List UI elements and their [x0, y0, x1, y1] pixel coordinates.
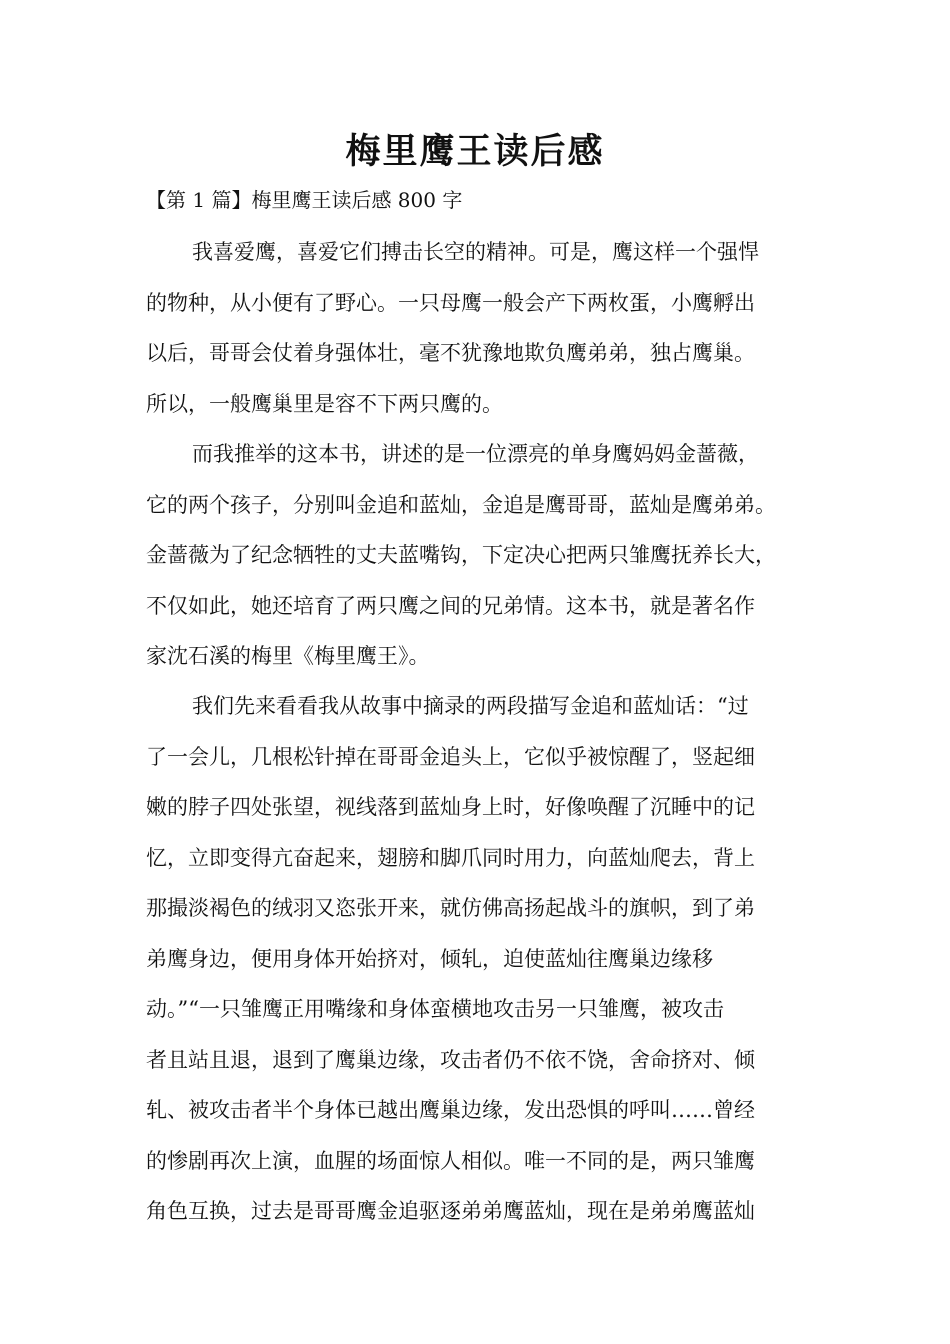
paragraph-line: 忆，立即变得亢奋起来，翅膀和脚爪同时用力，向蓝灿爬去，背上: [146, 845, 755, 870]
paragraph-line: 的物种，从小便有了野心。一只母鹰一般会产下两枚蛋，小鹰孵出: [146, 290, 755, 315]
paragraph-3: [146, 681, 826, 1237]
paragraph-line: 家沈石溪的梅里《梅里鹰王》。: [146, 644, 430, 668]
paragraph-line: 动。”“一只雏鹰正用嘴缘和身体蛮横地攻击另一只雏鹰，被攻击: [146, 997, 724, 1021]
paragraph-line: 而我推举的这本书，讲述的是一位漂亮的单身鹰妈妈金蔷薇，: [192, 442, 759, 466]
paragraph-line: 所以，一般鹰巢里是容不下两只鹰的。: [146, 391, 503, 416]
page-title: 梅里鹰王读后感: [345, 132, 605, 172]
paragraph-line: 弟鹰身边，便用身体开始挤对，倾轧，迫使蓝灿往鹰巢边缘移: [146, 946, 713, 971]
paragraph-line: 角色互换，过去是哥哥鹰金追驱逐弟弟鹰蓝灿，现在是弟弟鹰蓝灿: [146, 1199, 755, 1223]
section-heading: 【第 1 篇】梅里鹰王读后感 800 字: [146, 188, 463, 212]
paragraph-line: 我们先来看看我从故事中摘录的两段描写金追和蓝灿话：“过: [192, 694, 749, 718]
paragraph-1: [146, 227, 826, 429]
paragraph-line: 那撮淡褐色的绒羽又恣张开来，就仿佛高扬起战斗的旗帜，到了弟: [146, 896, 755, 920]
paragraph-line: 嫩的脖子四处张望，视线落到蓝灿身上时，好像唤醒了沉睡中的记: [146, 795, 755, 819]
paragraph-line: 它的两个孩子，分别叫金追和蓝灿，金追是鹰哥哥，蓝灿是鹰弟弟。: [146, 492, 776, 517]
paragraph-line: 不仅如此，她还培育了两只鹰之间的兄弟情。这本书，就是著名作: [146, 593, 755, 618]
paragraph-2: [146, 429, 826, 682]
paragraph-line: 金蔷薇为了纪念牺牲的丈夫蓝嘴钩，下定决心把两只雏鹰抚养长大，: [146, 543, 776, 567]
paragraph-line: 我喜爱鹰，喜爱它们搏击长空的精神。可是，鹰这样一个强悍: [192, 240, 759, 264]
paragraph-line: 者且站且退，退到了鹰巢边缘，攻击者仍不依不饶，舍命挤对、倾: [146, 1047, 755, 1072]
paragraph-line: 了一会儿，几根松针掉在哥哥金追头上，它似乎被惊醒了，竖起细: [146, 744, 755, 769]
paragraph-line: 轧、被攻击者半个身体已越出鹰巢边缘，发出恐惧的呼叫……曾经: [146, 1098, 755, 1122]
paragraph-line: 的惨剧再次上演，血腥的场面惊人相似。唯一不同的是，两只雏鹰: [146, 1148, 755, 1173]
paragraph-line: 以后，哥哥会仗着身强体壮，毫不犹豫地欺负鹰弟弟，独占鹰巢。: [146, 341, 755, 365]
